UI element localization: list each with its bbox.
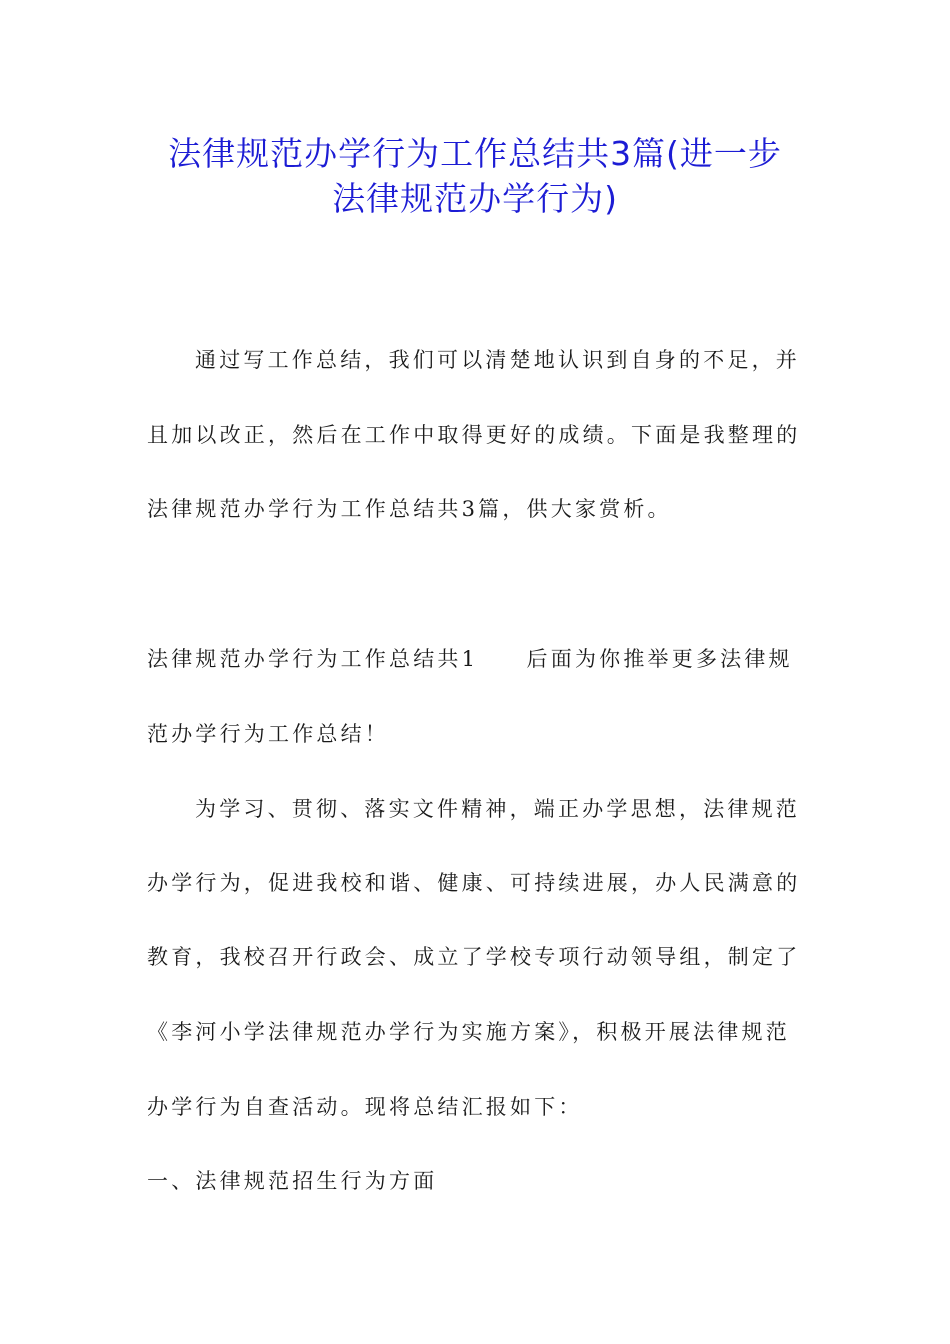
body-paragraph-line-4: 《李河小学法律规范办学行为实施方案》，积极开展法律规范 [147, 1020, 790, 1044]
document-title-line-2: 法律规范办学行为) [332, 179, 618, 218]
intro-paragraph-line-1: 通过写工作总结，我们可以清楚地认识到自身的不足，并 [195, 348, 800, 372]
body-paragraph-line-1: 为学习、贯彻、落实文件精神，端正办学思想，法律规范 [195, 797, 800, 821]
document-title-line-1: 法律规范办学行为工作总结共3篇(进一步 [168, 134, 782, 173]
section-heading-line-2: 范办学行为工作总结！ [147, 722, 389, 746]
subheading: 一、法律规范招生行为方面 [147, 1169, 438, 1193]
body-paragraph-line-3: 教育，我校召开行政会、成立了学校专项行动领导组，制定了 [147, 945, 801, 969]
section-heading-line-1: 法律规范办学行为工作总结共1 后面为你推举更多法律规 [147, 647, 793, 671]
body-paragraph-line-5: 办学行为自查活动。现将总结汇报如下： [147, 1095, 583, 1119]
intro-paragraph-line-3: 法律规范办学行为工作总结共3篇，供大家赏析。 [147, 497, 672, 521]
body-paragraph-line-2: 办学行为，促进我校和谐、健康、可持续进展，办人民满意的 [147, 871, 801, 895]
intro-paragraph-line-2: 且加以改正，然后在工作中取得更好的成绩。下面是我整理的 [147, 423, 801, 447]
